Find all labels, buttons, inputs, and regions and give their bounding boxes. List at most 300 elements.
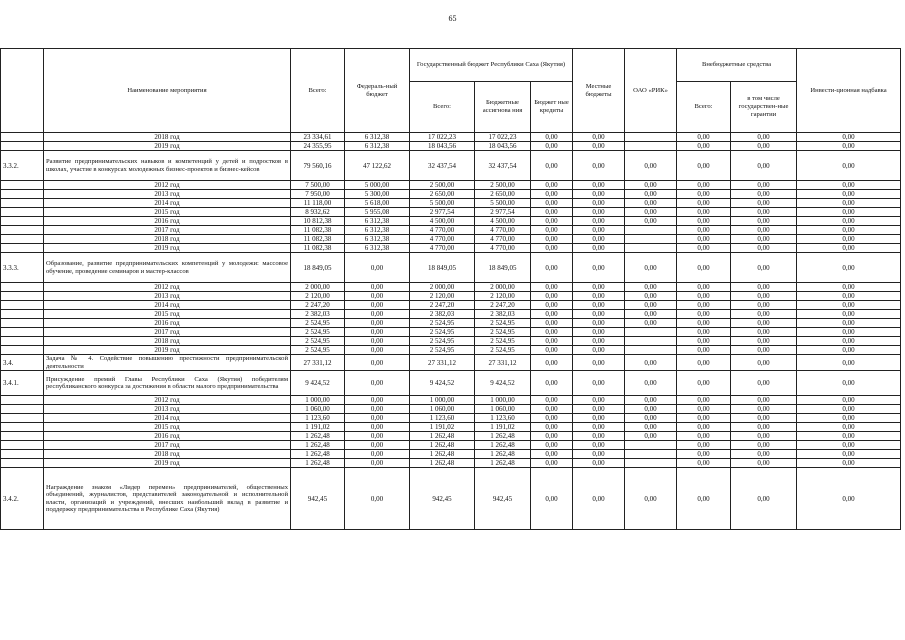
- cell-value: 0,00: [531, 217, 573, 226]
- cell-value: 0,00: [345, 346, 410, 355]
- cell-value: 0,00: [731, 441, 797, 450]
- row-year: 2014 год: [44, 301, 291, 310]
- cell-value: 0,00: [531, 319, 573, 328]
- cell-value: 2 120,00: [291, 292, 345, 301]
- cell-value: 0,00: [625, 423, 677, 432]
- cell-value: 32 437,54: [410, 151, 475, 181]
- row-year: 2014 год: [44, 414, 291, 423]
- table-row-year: [1, 396, 901, 405]
- cell-value: 0,00: [731, 142, 797, 151]
- row-code: [1, 459, 44, 468]
- cell-value: 0,00: [573, 396, 625, 405]
- cell-value: 1 262,48: [475, 459, 531, 468]
- cell-value: 0,00: [531, 414, 573, 423]
- cell-value: 0,00: [573, 226, 625, 235]
- cell-value: 0,00: [797, 441, 901, 450]
- row-code: [1, 301, 44, 310]
- cell-value: 2 000,00: [410, 283, 475, 292]
- cell-value: 18 849,05: [291, 253, 345, 283]
- cell-value: 0,00: [573, 450, 625, 459]
- cell-value: 5 000,00: [345, 181, 410, 190]
- row-code: [1, 235, 44, 244]
- cell-value: 0,00: [677, 199, 731, 208]
- cell-value: 1 262,48: [410, 432, 475, 441]
- cell-value: 0,00: [731, 253, 797, 283]
- cell-value: 0,00: [731, 423, 797, 432]
- cell-value: 0,00: [731, 235, 797, 244]
- table-row-year: [1, 133, 901, 142]
- cell-value: [625, 226, 677, 235]
- cell-value: 2 000,00: [475, 283, 531, 292]
- row-year: 2016 год: [44, 432, 291, 441]
- cell-value: 0,00: [731, 432, 797, 441]
- cell-value: 47 122,62: [345, 151, 410, 181]
- row-year: 2015 год: [44, 208, 291, 217]
- cell-value: 0,00: [625, 208, 677, 217]
- row-code: 3.3.3.: [1, 253, 44, 283]
- cell-value: 4 770,00: [410, 244, 475, 253]
- cell-value: 0,00: [677, 450, 731, 459]
- cell-value: 0,00: [677, 142, 731, 151]
- header-offbudget-guar: в том числе государствен-ные гарантии: [731, 82, 797, 133]
- row-year: 2013 год: [44, 292, 291, 301]
- cell-value: 0,00: [731, 133, 797, 142]
- cell-value: 17 022,23: [475, 133, 531, 142]
- cell-value: 0,00: [345, 301, 410, 310]
- cell-value: 0,00: [731, 396, 797, 405]
- cell-value: 1 000,00: [291, 396, 345, 405]
- table-row-year: [1, 405, 901, 414]
- row-year: 2017 год: [44, 441, 291, 450]
- cell-value: 0,00: [797, 208, 901, 217]
- cell-value: 0,00: [797, 414, 901, 423]
- cell-value: 1 123,60: [291, 414, 345, 423]
- cell-value: 1 262,48: [291, 441, 345, 450]
- cell-value: 0,00: [573, 371, 625, 396]
- header-code: [1, 49, 44, 133]
- cell-value: 0,00: [731, 450, 797, 459]
- cell-value: 2 524,95: [291, 319, 345, 328]
- cell-value: 32 437,54: [475, 151, 531, 181]
- cell-value: 11 082,38: [291, 226, 345, 235]
- cell-value: 2 524,95: [475, 328, 531, 337]
- row-code: [1, 310, 44, 319]
- table-row-year: [1, 346, 901, 355]
- cell-value: 0,00: [531, 235, 573, 244]
- cell-value: 0,00: [797, 423, 901, 432]
- table-row-year: [1, 414, 901, 423]
- cell-value: 6 312,38: [345, 133, 410, 142]
- page-number: 65: [448, 14, 457, 23]
- row-year: 2019 год: [44, 142, 291, 151]
- cell-value: 0,00: [731, 371, 797, 396]
- cell-value: [625, 450, 677, 459]
- cell-value: 0,00: [731, 328, 797, 337]
- cell-value: 2 650,00: [410, 190, 475, 199]
- cell-value: 4 500,00: [475, 217, 531, 226]
- cell-value: 10 812,38: [291, 217, 345, 226]
- cell-value: 0,00: [345, 405, 410, 414]
- cell-value: 0,00: [797, 337, 901, 346]
- cell-value: 0,00: [531, 190, 573, 199]
- cell-value: [625, 244, 677, 253]
- cell-value: 0,00: [531, 301, 573, 310]
- table-row-year: [1, 217, 901, 226]
- cell-value: 2 247,20: [475, 301, 531, 310]
- cell-value: 0,00: [677, 133, 731, 142]
- cell-value: 0,00: [573, 355, 625, 371]
- cell-value: 0,00: [731, 244, 797, 253]
- header-federal: Федераль-ный бюджет: [345, 49, 410, 133]
- cell-value: 0,00: [625, 199, 677, 208]
- header-state-assign: Бюджетные ассигнова ния: [475, 82, 531, 133]
- cell-value: 0,00: [345, 253, 410, 283]
- cell-value: 1 262,48: [475, 441, 531, 450]
- cell-value: 0,00: [625, 190, 677, 199]
- cell-value: 2 524,95: [475, 346, 531, 355]
- cell-value: 2 650,00: [475, 190, 531, 199]
- cell-value: 0,00: [625, 253, 677, 283]
- table-row-year: [1, 441, 901, 450]
- cell-value: 0,00: [797, 319, 901, 328]
- header-offbudget-total: Всего:: [677, 82, 731, 133]
- cell-value: 0,00: [731, 301, 797, 310]
- cell-value: 0,00: [677, 337, 731, 346]
- row-code: [1, 283, 44, 292]
- table-row-year: [1, 423, 901, 432]
- cell-value: 2 524,95: [291, 328, 345, 337]
- row-code: [1, 217, 44, 226]
- cell-value: 6 312,38: [345, 142, 410, 151]
- cell-value: 0,00: [731, 208, 797, 217]
- cell-value: 2 977,54: [410, 208, 475, 217]
- cell-value: 0,00: [531, 337, 573, 346]
- cell-value: 0,00: [625, 371, 677, 396]
- cell-value: 0,00: [797, 292, 901, 301]
- cell-value: 8 932,62: [291, 208, 345, 217]
- cell-value: 0,00: [531, 371, 573, 396]
- cell-value: 0,00: [677, 253, 731, 283]
- cell-value: 0,00: [797, 235, 901, 244]
- row-code: [1, 133, 44, 142]
- cell-value: 0,00: [677, 432, 731, 441]
- cell-value: 0,00: [797, 181, 901, 190]
- row-year: 2018 год: [44, 133, 291, 142]
- row-description: Присуждение премий Главы Республики Саха (Якутия) победителям республиканского конкурса за достижения в области малого предпринимательства: [44, 371, 291, 396]
- cell-value: 0,00: [677, 208, 731, 217]
- cell-value: 0,00: [573, 235, 625, 244]
- table-row-year: [1, 244, 901, 253]
- cell-value: 0,00: [731, 355, 797, 371]
- cell-value: 0,00: [625, 310, 677, 319]
- cell-value: 942,45: [475, 468, 531, 530]
- cell-value: 2 382,03: [410, 310, 475, 319]
- cell-value: 1 262,48: [475, 450, 531, 459]
- cell-value: 0,00: [797, 328, 901, 337]
- row-year: 2013 год: [44, 190, 291, 199]
- header-offbudget: Внебюджетные средства: [677, 49, 797, 82]
- cell-value: 2 977,54: [475, 208, 531, 217]
- cell-value: 2 247,20: [410, 301, 475, 310]
- table-row-item: [1, 355, 901, 371]
- cell-value: 0,00: [625, 319, 677, 328]
- table-row-year: [1, 310, 901, 319]
- row-code: [1, 142, 44, 151]
- row-year: 2016 год: [44, 217, 291, 226]
- row-year: 2018 год: [44, 235, 291, 244]
- cell-value: 0,00: [625, 405, 677, 414]
- table-row-year: [1, 432, 901, 441]
- cell-value: 0,00: [573, 310, 625, 319]
- cell-value: [625, 133, 677, 142]
- cell-value: 0,00: [573, 142, 625, 151]
- row-year: 2019 год: [44, 459, 291, 468]
- cell-value: [625, 235, 677, 244]
- cell-value: 0,00: [531, 226, 573, 235]
- cell-value: 4 770,00: [410, 235, 475, 244]
- cell-value: 17 022,23: [410, 133, 475, 142]
- row-code: [1, 199, 44, 208]
- row-code: [1, 226, 44, 235]
- row-code: 3.4.1.: [1, 371, 44, 396]
- table-row-year: [1, 292, 901, 301]
- cell-value: 0,00: [625, 355, 677, 371]
- cell-value: 0,00: [797, 226, 901, 235]
- cell-value: 4 770,00: [475, 244, 531, 253]
- cell-value: 0,00: [531, 208, 573, 217]
- table-row-year: [1, 319, 901, 328]
- cell-value: 0,00: [677, 405, 731, 414]
- cell-value: 1 262,48: [475, 432, 531, 441]
- cell-value: 0,00: [731, 310, 797, 319]
- cell-value: 0,00: [677, 181, 731, 190]
- table-row-year: [1, 190, 901, 199]
- cell-value: 0,00: [531, 181, 573, 190]
- header-local: Местные бюджеты: [573, 49, 625, 133]
- cell-value: 1 262,48: [291, 432, 345, 441]
- row-code: [1, 414, 44, 423]
- header-total: Всего:: [291, 49, 345, 133]
- cell-value: 0,00: [731, 319, 797, 328]
- cell-value: 0,00: [531, 133, 573, 142]
- cell-value: 0,00: [797, 346, 901, 355]
- cell-value: 0,00: [573, 199, 625, 208]
- cell-value: 11 082,38: [291, 244, 345, 253]
- cell-value: 0,00: [677, 414, 731, 423]
- row-code: [1, 441, 44, 450]
- cell-value: 0,00: [677, 226, 731, 235]
- row-code: [1, 208, 44, 217]
- cell-value: [625, 142, 677, 151]
- cell-value: 0,00: [531, 355, 573, 371]
- cell-value: 1 191,02: [475, 423, 531, 432]
- cell-value: 0,00: [573, 414, 625, 423]
- cell-value: 0,00: [731, 151, 797, 181]
- cell-value: 0,00: [731, 181, 797, 190]
- row-code: [1, 292, 44, 301]
- cell-value: 2 382,03: [475, 310, 531, 319]
- cell-value: 5 955,08: [345, 208, 410, 217]
- row-year: 2019 год: [44, 346, 291, 355]
- cell-value: 0,00: [345, 337, 410, 346]
- cell-value: 1 060,00: [410, 405, 475, 414]
- cell-value: 0,00: [677, 301, 731, 310]
- table-row-item: [1, 151, 901, 181]
- cell-value: 0,00: [345, 371, 410, 396]
- cell-value: 0,00: [573, 181, 625, 190]
- cell-value: 0,00: [797, 405, 901, 414]
- cell-value: 79 560,16: [291, 151, 345, 181]
- cell-value: 0,00: [677, 371, 731, 396]
- cell-value: 0,00: [797, 253, 901, 283]
- table-body: [1, 133, 901, 530]
- row-year: 2012 год: [44, 283, 291, 292]
- cell-value: 27 331,12: [410, 355, 475, 371]
- row-year: 2015 год: [44, 423, 291, 432]
- cell-value: 0,00: [573, 319, 625, 328]
- cell-value: 0,00: [797, 355, 901, 371]
- cell-value: 0,00: [731, 337, 797, 346]
- cell-value: 0,00: [797, 190, 901, 199]
- row-code: [1, 181, 44, 190]
- cell-value: 4 770,00: [410, 226, 475, 235]
- cell-value: 0,00: [531, 450, 573, 459]
- cell-value: 4 500,00: [410, 217, 475, 226]
- cell-value: 0,00: [573, 328, 625, 337]
- table-row-year: [1, 450, 901, 459]
- cell-value: 2 120,00: [410, 292, 475, 301]
- cell-value: 24 355,95: [291, 142, 345, 151]
- cell-value: 9 424,52: [410, 371, 475, 396]
- cell-value: 0,00: [345, 396, 410, 405]
- row-code: [1, 328, 44, 337]
- cell-value: 0,00: [677, 283, 731, 292]
- table-row-year: [1, 283, 901, 292]
- cell-value: 0,00: [573, 244, 625, 253]
- cell-value: 0,00: [797, 301, 901, 310]
- cell-value: 2 524,95: [410, 346, 475, 355]
- cell-value: 0,00: [345, 414, 410, 423]
- cell-value: 4 770,00: [475, 226, 531, 235]
- table-row-year: [1, 235, 901, 244]
- cell-value: 1 000,00: [410, 396, 475, 405]
- cell-value: 0,00: [625, 301, 677, 310]
- cell-value: 0,00: [531, 432, 573, 441]
- cell-value: 1 123,60: [475, 414, 531, 423]
- cell-value: 1 191,02: [410, 423, 475, 432]
- row-code: [1, 319, 44, 328]
- cell-value: 0,00: [677, 441, 731, 450]
- cell-value: 2 500,00: [410, 181, 475, 190]
- cell-value: 0,00: [731, 199, 797, 208]
- cell-value: 0,00: [531, 346, 573, 355]
- cell-value: 0,00: [573, 423, 625, 432]
- cell-value: 18 849,05: [475, 253, 531, 283]
- cell-value: 0,00: [531, 405, 573, 414]
- cell-value: 0,00: [625, 181, 677, 190]
- cell-value: 0,00: [345, 310, 410, 319]
- cell-value: 0,00: [797, 151, 901, 181]
- cell-value: 18 849,05: [410, 253, 475, 283]
- cell-value: 0,00: [573, 292, 625, 301]
- cell-value: 27 331,12: [291, 355, 345, 371]
- cell-value: 0,00: [345, 441, 410, 450]
- cell-value: 2 524,95: [410, 337, 475, 346]
- cell-value: 0,00: [797, 468, 901, 530]
- row-description: Награждение знаком «Лидер перемен» предпринимателей, общественных объединений, журналистов, представителей законодательной и исполнительной власти, организаций и учреждений, внесших наибольший вклад в развитие и поддержку предпринимательства в Республике Саха (Якутия): [44, 468, 291, 530]
- cell-value: 7 950,00: [291, 190, 345, 199]
- cell-value: 0,00: [797, 244, 901, 253]
- cell-value: 9 424,52: [291, 371, 345, 396]
- cell-value: [625, 328, 677, 337]
- cell-value: 0,00: [677, 292, 731, 301]
- cell-value: 1 262,48: [410, 459, 475, 468]
- table-row-year: [1, 208, 901, 217]
- table-row-year: [1, 337, 901, 346]
- cell-value: 1 262,48: [291, 450, 345, 459]
- cell-value: 2 524,95: [475, 337, 531, 346]
- header-state-credit: Бюджет ные кредиты: [531, 82, 573, 133]
- cell-value: 0,00: [797, 371, 901, 396]
- cell-value: 0,00: [625, 283, 677, 292]
- cell-value: 0,00: [731, 283, 797, 292]
- cell-value: 0,00: [573, 337, 625, 346]
- row-year: 2012 год: [44, 396, 291, 405]
- cell-value: 0,00: [677, 319, 731, 328]
- cell-value: 0,00: [625, 292, 677, 301]
- cell-value: 6 312,38: [345, 235, 410, 244]
- cell-value: 0,00: [531, 244, 573, 253]
- row-code: [1, 405, 44, 414]
- row-code: 3.4.2.: [1, 468, 44, 530]
- cell-value: 0,00: [797, 310, 901, 319]
- cell-value: 0,00: [531, 283, 573, 292]
- row-code: 3.4.: [1, 355, 44, 371]
- row-year: 2018 год: [44, 337, 291, 346]
- row-code: [1, 450, 44, 459]
- cell-value: 0,00: [797, 396, 901, 405]
- row-year: 2013 год: [44, 405, 291, 414]
- cell-value: 2 500,00: [475, 181, 531, 190]
- cell-value: 0,00: [677, 423, 731, 432]
- cell-value: 11 118,00: [291, 199, 345, 208]
- cell-value: 0,00: [677, 355, 731, 371]
- cell-value: 0,00: [731, 190, 797, 199]
- table-row-item: [1, 371, 901, 396]
- cell-value: 0,00: [797, 432, 901, 441]
- cell-value: 1 123,60: [410, 414, 475, 423]
- cell-value: 0,00: [573, 190, 625, 199]
- cell-value: 0,00: [797, 283, 901, 292]
- cell-value: 0,00: [531, 459, 573, 468]
- cell-value: [625, 459, 677, 468]
- header-invest: Инвести-ционная надбавка: [797, 49, 901, 133]
- header-name: Наименование мероприятия: [44, 49, 291, 133]
- row-description: Развитие предпринимательских навыков и компетенций у детей и подростков в школах, участие в конкурсах молодежных бизнес-проектов и бизнес-кейсов: [44, 151, 291, 181]
- cell-value: 0,00: [677, 235, 731, 244]
- cell-value: 1 191,02: [291, 423, 345, 432]
- cell-value: 1 262,48: [291, 459, 345, 468]
- cell-value: 942,45: [410, 468, 475, 530]
- cell-value: 0,00: [531, 328, 573, 337]
- row-code: [1, 244, 44, 253]
- row-year: 2018 год: [44, 450, 291, 459]
- cell-value: 0,00: [677, 244, 731, 253]
- cell-value: 0,00: [531, 292, 573, 301]
- row-year: 2014 год: [44, 199, 291, 208]
- cell-value: 0,00: [797, 133, 901, 142]
- table-row-year: [1, 142, 901, 151]
